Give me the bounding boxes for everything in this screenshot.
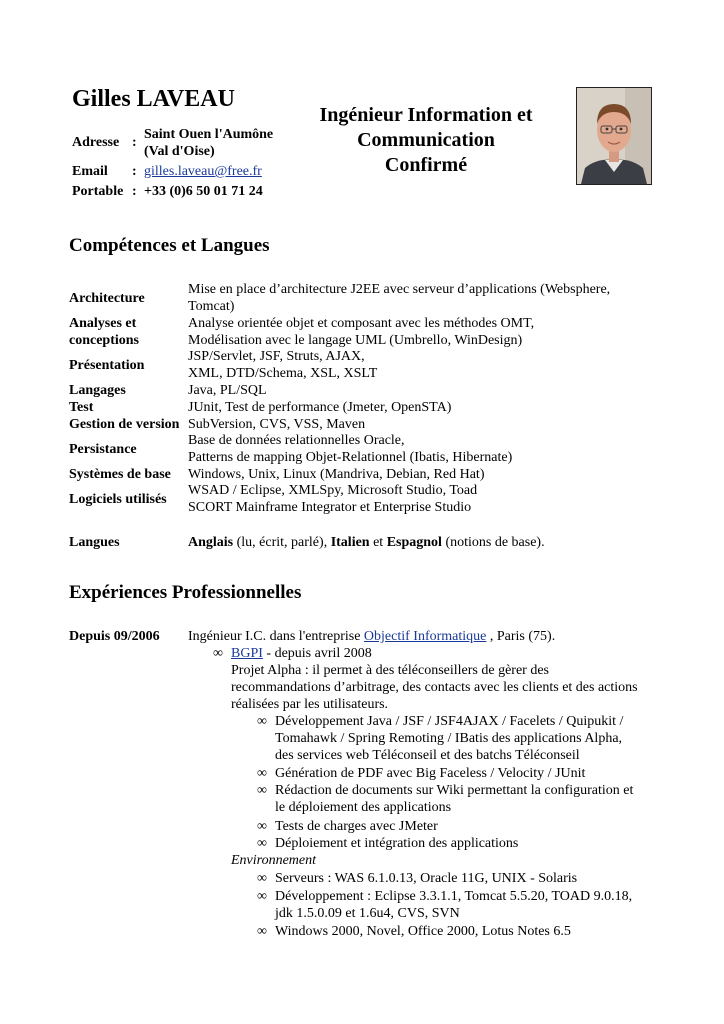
task-line: Tomahawk / Spring Remoting / IBatis des applications Alpha, [275, 731, 623, 746]
skill-value-analyses [188, 315, 658, 349]
lang-spanish-detail: (notions de base). [445, 535, 545, 550]
skill-value-logiciels [188, 482, 658, 516]
candidate-name: Gilles LAVEAU [72, 86, 235, 112]
role-prefix: Ingénieur I.C. dans l'entreprise [188, 629, 361, 644]
skill-line: Modélisation avec le langage UML (Umbrello, WinDesign) [188, 333, 523, 348]
phone-colon: : [132, 184, 137, 199]
job-title [306, 103, 546, 178]
skill-line: XML, DTD/Schema, XSL, XSLT [188, 366, 378, 381]
skill-line: Tomcat) [188, 299, 235, 314]
infinity-bullet-icon: ∞ [257, 714, 267, 729]
task-line: Tests de charges avec JMeter [275, 819, 438, 834]
infinity-bullet-icon: ∞ [257, 819, 267, 834]
task-text [275, 835, 518, 852]
skill-line: WSAD / Eclipse, XMLSpy, Microsoft Studio, Toad [188, 483, 478, 498]
email-colon: : [132, 164, 137, 179]
skill-line: Base de données relationnelles Oracle, [188, 433, 405, 448]
company-link[interactable]: Objectif Informatique [363, 629, 487, 644]
env-line: jdk 1.5.0.09 et 1.6u4, CVS, SVN [275, 906, 460, 921]
profile-photo [576, 87, 652, 185]
skill-line: Windows, Unix, Linux (Mandriva, Debian, Red Hat) [188, 467, 485, 482]
experience-role [188, 628, 555, 645]
skills-heading: Compétences et Langues [69, 235, 270, 256]
experience-heading: Expériences Professionnelles [69, 582, 302, 603]
infinity-bullet-icon: ∞ [257, 889, 267, 904]
address-line2: (Val d'Oise) [144, 144, 215, 159]
email-label: Email [72, 164, 108, 179]
client-link[interactable]: BGPI [231, 646, 263, 661]
skill-label-persistance: Persistance [69, 442, 137, 457]
skill-label-presentation: Présentation [69, 358, 145, 373]
skill-line: Patterns de mapping Objet-Relationnel (Ibatis, Hibernate) [188, 450, 513, 465]
phone-label: Portable [72, 184, 124, 199]
lang-english: Anglais [188, 535, 234, 550]
task-text [275, 765, 585, 782]
skill-line: SubVersion, CVS, VSS, Maven [188, 417, 366, 432]
job-title-line3: Confirmé [384, 154, 468, 176]
skill-label-line: Analyses et [69, 316, 137, 331]
infinity-bullet-icon: ∞ [257, 924, 267, 939]
skill-line: JUnit, Test de performance (Jmeter, OpenSTA) [188, 400, 452, 415]
task-line: des services web Téléconseil et des batchs Téléconseil [275, 748, 580, 763]
project-line: réalisées par les utilisateurs. [231, 697, 389, 712]
skill-label-test: Test [69, 400, 94, 415]
task-line: Génération de PDF avec Big Faceless / Velocity / JUnit [275, 766, 586, 781]
skill-label-analyses [69, 315, 187, 349]
client-text [231, 645, 372, 662]
languages-label: Langues [69, 535, 120, 550]
task-text [275, 818, 438, 835]
phone-number: +33 (0)6 50 01 71 24 [144, 184, 263, 199]
skill-value-langages [188, 382, 658, 399]
skill-line: Java, PL/SQL [188, 383, 267, 398]
address-label: Adresse [72, 135, 120, 150]
project-description [231, 662, 638, 713]
env-line: Serveurs : WAS 6.1.0.13, Oracle 11G, UNIX - Solaris [275, 871, 578, 886]
skill-line: SCORT Mainframe Integrator et Enterprise Studio [188, 500, 472, 515]
env-line: Développement : Eclipse 3.3.1.1, Tomcat 5.5.20, TOAD 9.0.18, [275, 889, 633, 904]
job-title-line1: Ingénieur Information et [319, 104, 533, 126]
job-title-line2: Communication [357, 129, 495, 151]
skill-label-architecture: Architecture [69, 291, 145, 306]
infinity-bullet-icon: ∞ [257, 836, 267, 851]
skill-label-logiciels: Logiciels utilisés [69, 492, 167, 507]
env-text [275, 923, 571, 940]
skill-value-test [188, 399, 658, 416]
role-suffix: , Paris (75). [489, 629, 556, 644]
infinity-bullet-icon: ∞ [257, 766, 267, 781]
task-line: Développement Java / JSF / JSF4AJAX / Facelets / Quipukit / [275, 714, 624, 729]
task-line: le déploiement des applications [275, 800, 452, 815]
skill-label-langages: Langages [69, 383, 126, 398]
skill-value-systemes [188, 466, 658, 483]
skill-value-architecture [188, 281, 658, 315]
infinity-bullet-icon: ∞ [213, 646, 223, 661]
languages-value [188, 534, 658, 551]
task-line: Déploiement et intégration des applications [275, 836, 519, 851]
skill-label-systemes: Systèmes de base [69, 467, 171, 482]
infinity-bullet-icon: ∞ [257, 783, 267, 798]
infinity-bullet-icon: ∞ [257, 871, 267, 886]
client-since: - depuis avril 2008 [266, 646, 372, 661]
env-text [275, 870, 577, 887]
environment-label: Environnement [231, 853, 317, 868]
skill-value-persistance [188, 432, 658, 466]
skill-value-version [188, 416, 658, 433]
task-text [275, 782, 633, 816]
lang-spanish: Espagnol [386, 535, 442, 550]
env-text [275, 888, 632, 922]
skill-value-presentation [188, 348, 658, 382]
project-line: Projet Alpha : il permet à des téléconseillers de gèrer des [231, 663, 550, 678]
skill-label-version: Gestion de version [69, 417, 180, 432]
lang-italian: Italien [330, 535, 370, 550]
skill-line: JSP/Servlet, JSF, Struts, AJAX, [188, 349, 365, 364]
skill-line: Analyse orientée objet et composant avec les méthodes OMT, [188, 316, 535, 331]
skill-label-line: conceptions [69, 333, 139, 348]
portrait-image [577, 88, 651, 184]
project-line: recommandations d’arbitrage, des contacts avec les clients et des actions [231, 680, 638, 695]
address-colon: : [132, 135, 137, 150]
lang-and: et [373, 535, 384, 550]
task-line: Rédaction de documents sur Wiki permettant la configuration et [275, 783, 634, 798]
env-line: Windows 2000, Novel, Office 2000, Lotus Notes 6.5 [275, 924, 571, 939]
task-text [275, 713, 623, 764]
email-link[interactable]: gilles.laveau@free.fr [144, 164, 262, 179]
experience-date: Depuis 09/2006 [69, 629, 160, 644]
lang-english-detail: (lu, écrit, parlé), [236, 535, 328, 550]
address-line1: Saint Ouen l'Aumône [144, 127, 274, 142]
skill-line: Mise en place d’architecture J2EE avec serveur d’applications (Websphere, [188, 282, 611, 297]
